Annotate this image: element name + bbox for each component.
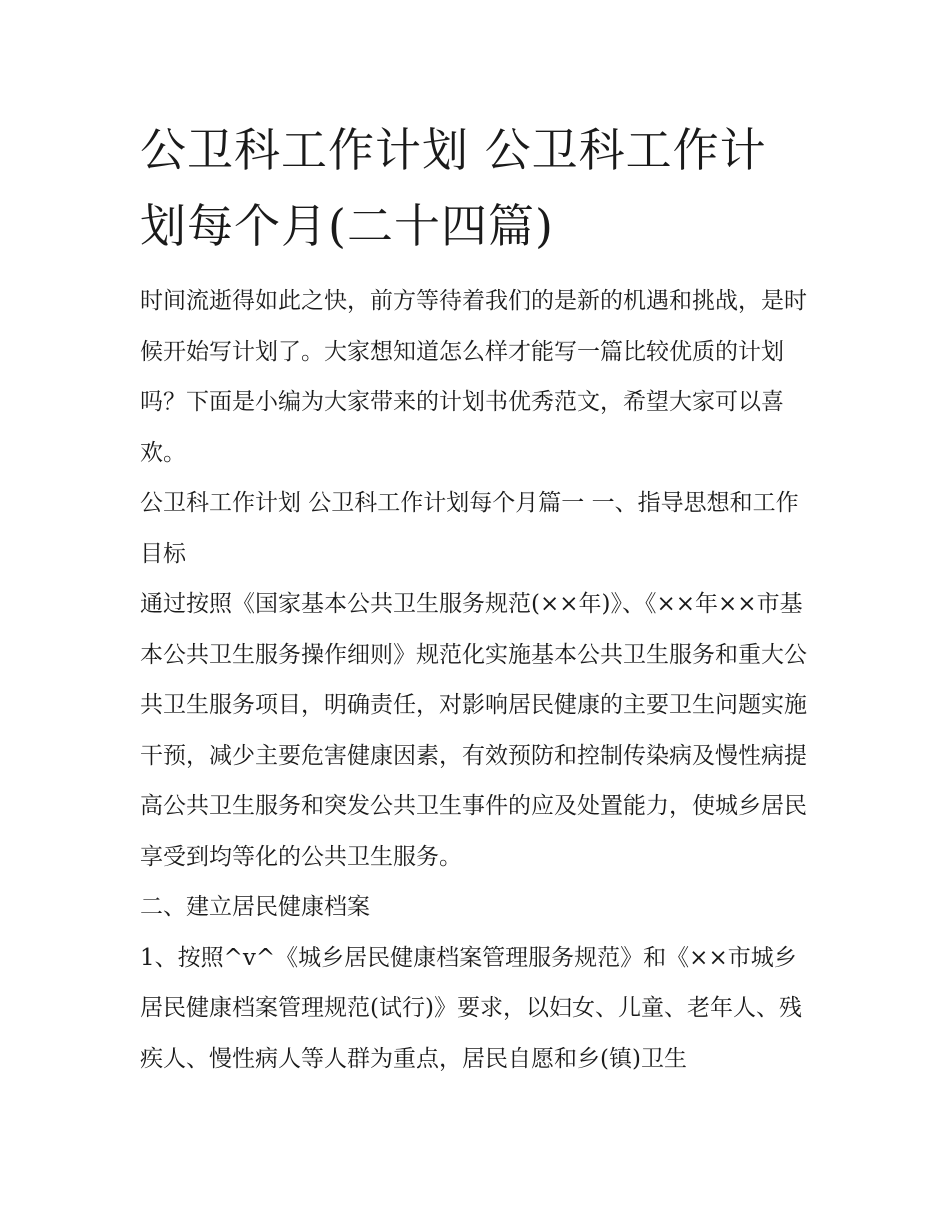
paragraph-section-heading-2: 二、建立居民健康档案 [140, 894, 370, 920]
paragraph-health-records: 1、按照^v^《城乡居民健康档案管理服务规范》和《××市城乡居民健康档案管理规范(试行)》要求，以妇女、儿童、老年人、残疾人、慢性病人等人群为重点，居民自愿和乡(镇)卫生 [140, 944, 802, 1072]
paragraph-intro: 时间流逝得如此之快，前方等待着我们的是新的机遇和挑战，是时候开始写计划了。大家想知道怎么样才能写一篇比较优质的计划吗？下面是小编为大家带来的计划书优秀范文，希望大家可以喜欢。 [140, 288, 807, 466]
paragraph-section-heading-1: 公卫科工作计划 公卫科工作计划每个月篇一 一、指导思想和工作目标 [140, 490, 799, 567]
paragraph-guiding-ideas: 通过按照《国家基本公共卫生服务规范(××年)》、《××年××市基本公共卫生服务操作细则》规范化实施基本公共卫生服务和重大公共卫生服务项目，明确责任，对影响居民健康的主要卫生问题实施干预，减少主要危害健康因素，有效预防和控制传染病及慢性病提高公共卫生服务和突发公共卫生事件的应及处置能力，使城乡居民享受到均等化的公共卫生服务。 [140, 591, 807, 870]
document-page [140, 112, 812, 1084]
document-title: 公卫科工作计划 公卫科工作计划每个月(二十四篇) [140, 123, 767, 253]
